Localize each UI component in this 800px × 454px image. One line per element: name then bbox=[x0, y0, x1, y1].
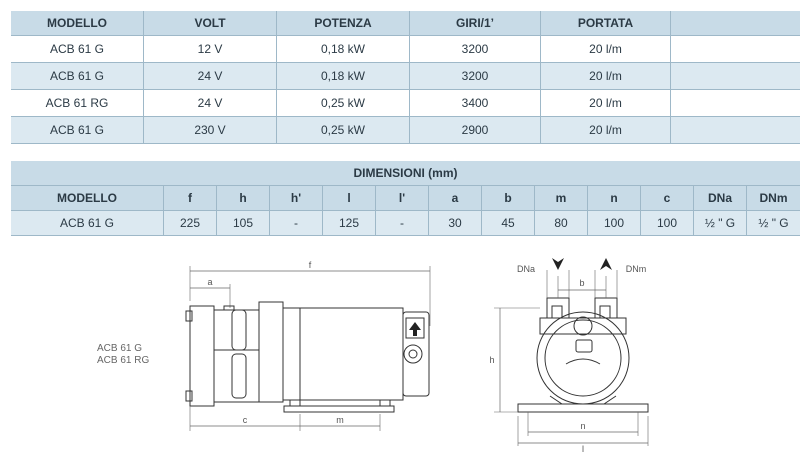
dim-header-cell: b bbox=[482, 186, 535, 211]
technical-drawing bbox=[0, 246, 800, 454]
dim-header-cell: DNm bbox=[759, 191, 788, 205]
spec-header-cell bbox=[671, 11, 800, 36]
dim-cell: ½ " G bbox=[758, 216, 789, 230]
spec-header-row bbox=[11, 11, 800, 36]
dim-cell: 100 bbox=[588, 211, 641, 236]
dim-label-a: a bbox=[207, 277, 213, 287]
dimensions-title-row bbox=[11, 161, 800, 186]
spec-table bbox=[11, 11, 800, 144]
spec-cell bbox=[671, 90, 800, 117]
spec-header-cell: VOLT bbox=[144, 11, 277, 36]
spec-cell: 3200 bbox=[410, 36, 541, 63]
dim-label-h: h bbox=[489, 355, 495, 365]
dim-cell: ACB 61 G bbox=[11, 211, 164, 236]
dimensions-header-row bbox=[11, 186, 800, 211]
spec-header-cell: PORTATA bbox=[541, 11, 671, 36]
spec-row bbox=[11, 90, 800, 117]
dim-cell: 80 bbox=[535, 211, 588, 236]
spec-cell bbox=[671, 117, 800, 144]
spec-cell: 12 V bbox=[144, 36, 277, 63]
spec-cell: 2900 bbox=[410, 117, 541, 144]
spec-cell: 3400 bbox=[410, 90, 541, 117]
spec-header-cell: GIRI/1’ bbox=[410, 11, 541, 36]
spec-cell: ACB 61 G bbox=[11, 36, 144, 63]
dim-cell: 45 bbox=[482, 211, 535, 236]
dimensions-table bbox=[11, 161, 800, 236]
dim-cell: 225 bbox=[164, 211, 217, 236]
dimensions-title: DIMENSIONI (mm) bbox=[353, 166, 458, 180]
dim-cell: - bbox=[270, 211, 323, 236]
model-label: ACB 61 G bbox=[97, 343, 143, 354]
pump-side-view bbox=[186, 266, 430, 431]
spec-cell: 0,18 kW bbox=[277, 63, 410, 90]
spec-header-cell: POTENZA bbox=[277, 11, 410, 36]
spec-cell: 230 V bbox=[144, 117, 277, 144]
spec-row bbox=[11, 117, 800, 144]
dim-header-cell: n bbox=[588, 186, 641, 211]
dim-header-cell: l' bbox=[376, 186, 429, 211]
spec-cell: ACB 61 G bbox=[11, 117, 144, 144]
spec-cell: 20 l/m bbox=[541, 36, 671, 63]
dim-header-cell: h bbox=[217, 186, 270, 211]
dim-header-cell: m bbox=[535, 186, 588, 211]
spec-cell: 0,25 kW bbox=[277, 90, 410, 117]
dim-cell: 100 bbox=[641, 211, 694, 236]
spec-cell: 0,25 kW bbox=[277, 117, 410, 144]
dim-header-cell: MODELLO bbox=[11, 186, 164, 211]
spec-cell bbox=[671, 63, 800, 90]
dim-cell: 125 bbox=[323, 211, 376, 236]
spec-cell: 24 V bbox=[144, 63, 277, 90]
dim-header-cell: DNa bbox=[694, 186, 747, 211]
spec-cell: ACB 61 G bbox=[11, 63, 144, 90]
dim-cell: 30 bbox=[429, 211, 482, 236]
dim-header-cell: a bbox=[429, 186, 482, 211]
dim-label-b: b bbox=[579, 278, 585, 288]
dim-header-cell: h' bbox=[270, 186, 323, 211]
dim-cell: ½ " G bbox=[694, 211, 747, 236]
spec-row bbox=[11, 36, 800, 63]
dim-header-cell: l bbox=[323, 186, 376, 211]
spec-cell: ACB 61 RG bbox=[11, 90, 144, 117]
spec-cell: 24 V bbox=[144, 90, 277, 117]
spec-cell: 20 l/m bbox=[541, 90, 671, 117]
spec-cell: 0,18 kW bbox=[277, 36, 410, 63]
spec-header-cell: MODELLO bbox=[11, 11, 144, 36]
dim-label-dna: DNa bbox=[516, 264, 536, 274]
pump-front-view bbox=[494, 258, 648, 446]
dim-header-cell: c bbox=[641, 186, 694, 211]
spec-cell bbox=[671, 36, 800, 63]
spec-cell: 3200 bbox=[410, 63, 541, 90]
spec-row bbox=[11, 63, 800, 90]
dim-label-c: c bbox=[242, 415, 248, 425]
dim-cell: - bbox=[376, 211, 429, 236]
dim-cell: 105 bbox=[217, 211, 270, 236]
dim-label-f: f bbox=[308, 260, 312, 270]
spec-cell: 20 l/m bbox=[541, 63, 671, 90]
dim-label-n: n bbox=[580, 421, 586, 431]
spec-cell: 20 l/m bbox=[541, 117, 671, 144]
dim-header-cell: f bbox=[164, 186, 217, 211]
dimensions-row bbox=[11, 211, 800, 236]
dim-label-m: m bbox=[336, 415, 344, 425]
dim-label-dnm: DNm bbox=[625, 264, 647, 274]
model-label: ACB 61 RG bbox=[97, 355, 150, 366]
dim-label-l: l bbox=[582, 444, 584, 454]
